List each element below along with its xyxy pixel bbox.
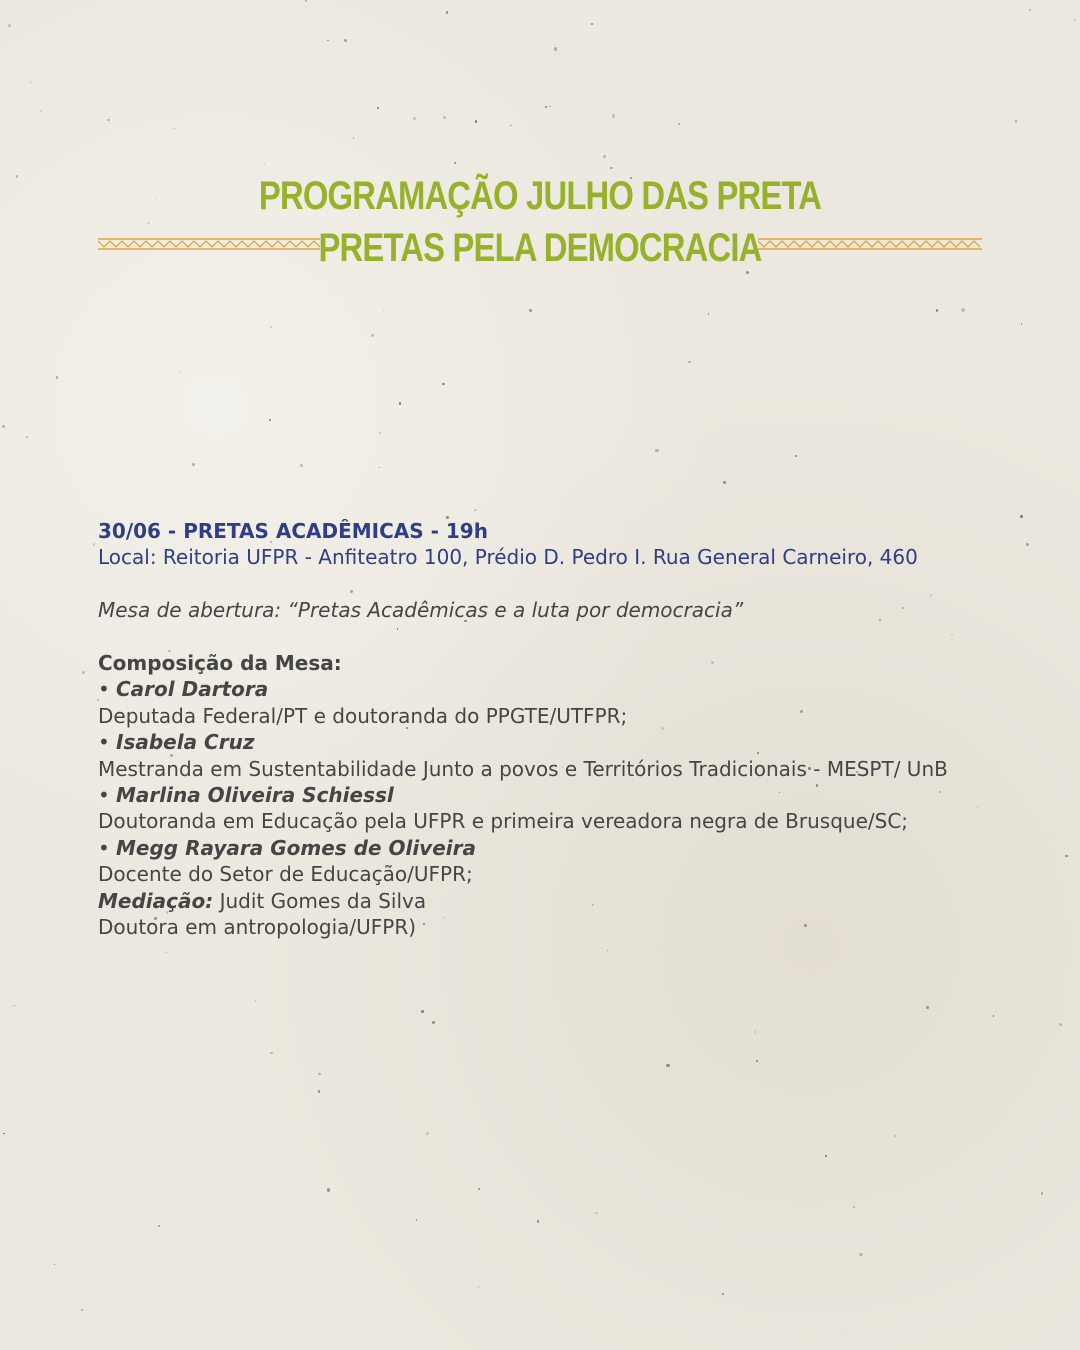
mediation-name: Judit Gomes da Silva <box>219 888 427 913</box>
panel-member-description: Deputada Federal/PT e doutoranda do PPGTE/UTFPR; <box>98 703 628 728</box>
event-title: 30/06 - PRETAS ACADÊMICAS - 19h <box>98 519 488 543</box>
page-title: PROGRAMAÇÃO JULHO DAS PRETA <box>258 174 822 218</box>
page-subtitle: PRETAS PELA DEMOCRACIA <box>318 226 762 270</box>
zigzag-ornament-right <box>758 236 982 252</box>
event-details <box>98 518 998 940</box>
mediation-description: Doutora em antropologia/UFPR) <box>98 915 417 940</box>
panel-member-description: Docente do Setor de Educação/UFPR; <box>98 862 473 887</box>
panel-member-name: • Carol Dartora <box>98 677 269 702</box>
header <box>0 170 1080 274</box>
bullet: • <box>98 835 110 860</box>
opening-session: Mesa de abertura: “Pretas Acadêmicas e a luta por democracia” <box>98 598 744 623</box>
panel-member-description: Mestranda em Sustentabilidade Junto a povos e Territórios Tradicionais - MESPT/ UnB <box>98 756 948 781</box>
bullet: • <box>98 730 110 755</box>
panel-member-description: Doutoranda em Educação pela UFPR e primeira vereadora negra de Brusque/SC; <box>98 809 909 834</box>
mediation <box>98 888 998 914</box>
zigzag-ornament-left <box>98 236 320 252</box>
bullet: • <box>98 677 110 702</box>
panel-member-name: • Isabela Cruz <box>98 730 255 755</box>
panel-heading: Composição da Mesa: <box>98 651 342 675</box>
mediation-label: Mediação: <box>98 888 214 913</box>
panel-member-name: • Megg Rayara Gomes de Oliveira <box>98 835 476 860</box>
event-location: Local: Reitoria UFPR - Anfiteatro 100, Prédio D. Pedro I. Rua General Carneiro, 460 <box>98 545 918 570</box>
panel-member-name: • Marlina Oliveira Schiessl <box>98 783 394 808</box>
bullet: • <box>98 783 110 808</box>
